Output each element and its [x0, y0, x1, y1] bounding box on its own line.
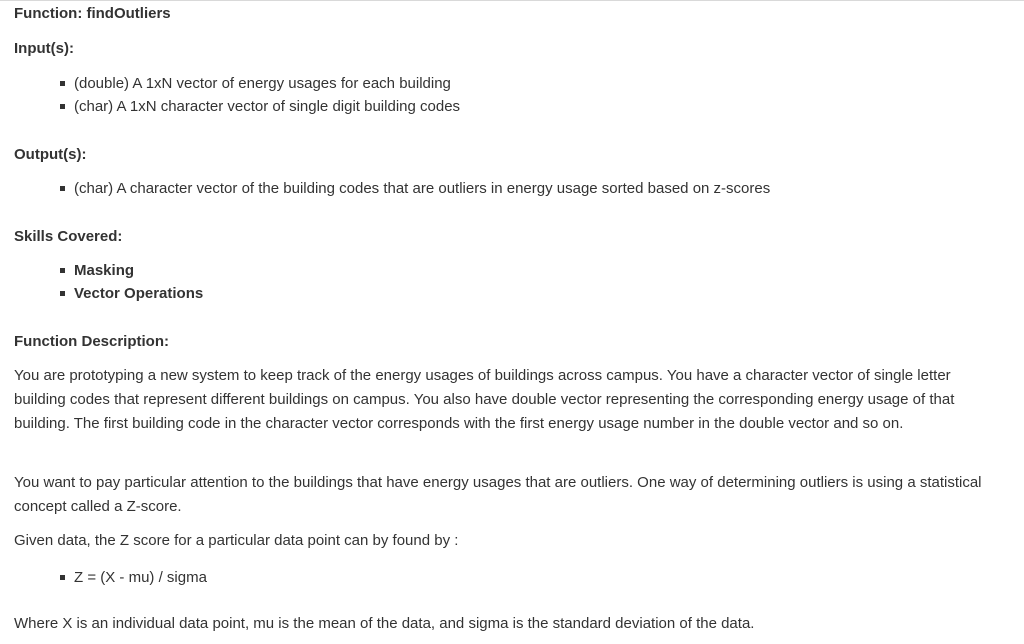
bullet-square-icon [60, 104, 65, 109]
top-divider [0, 0, 1024, 1]
formula-list [60, 566, 207, 589]
list-item [60, 72, 460, 95]
inputs-heading: Input(s): [14, 40, 74, 57]
description-paragraph-1: You are prototyping a new system to keep track of the energy usages of buildings across campus. You have a character vector of single letter building codes that represent different buildings on campus. You also have double vector representing the corresponding energy usage of that building. The first building code in the character vector corresponds with the first energy usage number in the double vector and so on. [14, 367, 955, 432]
function-title: Function: findOutliers [14, 5, 171, 22]
description-paragraph-2: You want to pay particular attention to the buildings that have energy usages that are outliers. One way of determining outliers is using a statistical concept called a Z-score. [14, 474, 982, 515]
inputs-list [60, 72, 460, 118]
description-paragraph-3: Given data, the Z score for a particular data point can by found by : [14, 532, 459, 549]
bullet-square-icon [60, 575, 65, 580]
description-heading: Function Description: [14, 333, 169, 350]
outputs-list [60, 177, 770, 200]
list-item [60, 177, 770, 200]
skill-item-text: Masking [74, 262, 135, 279]
list-item [60, 259, 203, 282]
input-item-text: (double) A 1xN vector of energy usages for each building [74, 75, 451, 92]
list-item [60, 282, 203, 305]
output-item-text: (char) A character vector of the building codes that are outliers in energy usage sorted based on z-scores [74, 180, 771, 197]
bullet-square-icon [60, 186, 65, 191]
skill-item-text: Vector Operations [74, 285, 204, 302]
bullet-square-icon [60, 291, 65, 296]
skills-heading: Skills Covered: [14, 228, 123, 245]
formula-text: Z = (X - mu) / sigma [74, 569, 207, 586]
skills-list [60, 259, 203, 305]
bullet-square-icon [60, 268, 65, 273]
description-paragraph-4: Where X is an individual data point, mu is the mean of the data, and sigma is the standard deviation of the data. [14, 615, 755, 632]
list-item [60, 566, 207, 589]
bullet-square-icon [60, 81, 65, 86]
list-item [60, 95, 460, 118]
outputs-heading: Output(s): [14, 146, 87, 163]
input-item-text: (char) A 1xN character vector of single digit building codes [74, 98, 461, 115]
